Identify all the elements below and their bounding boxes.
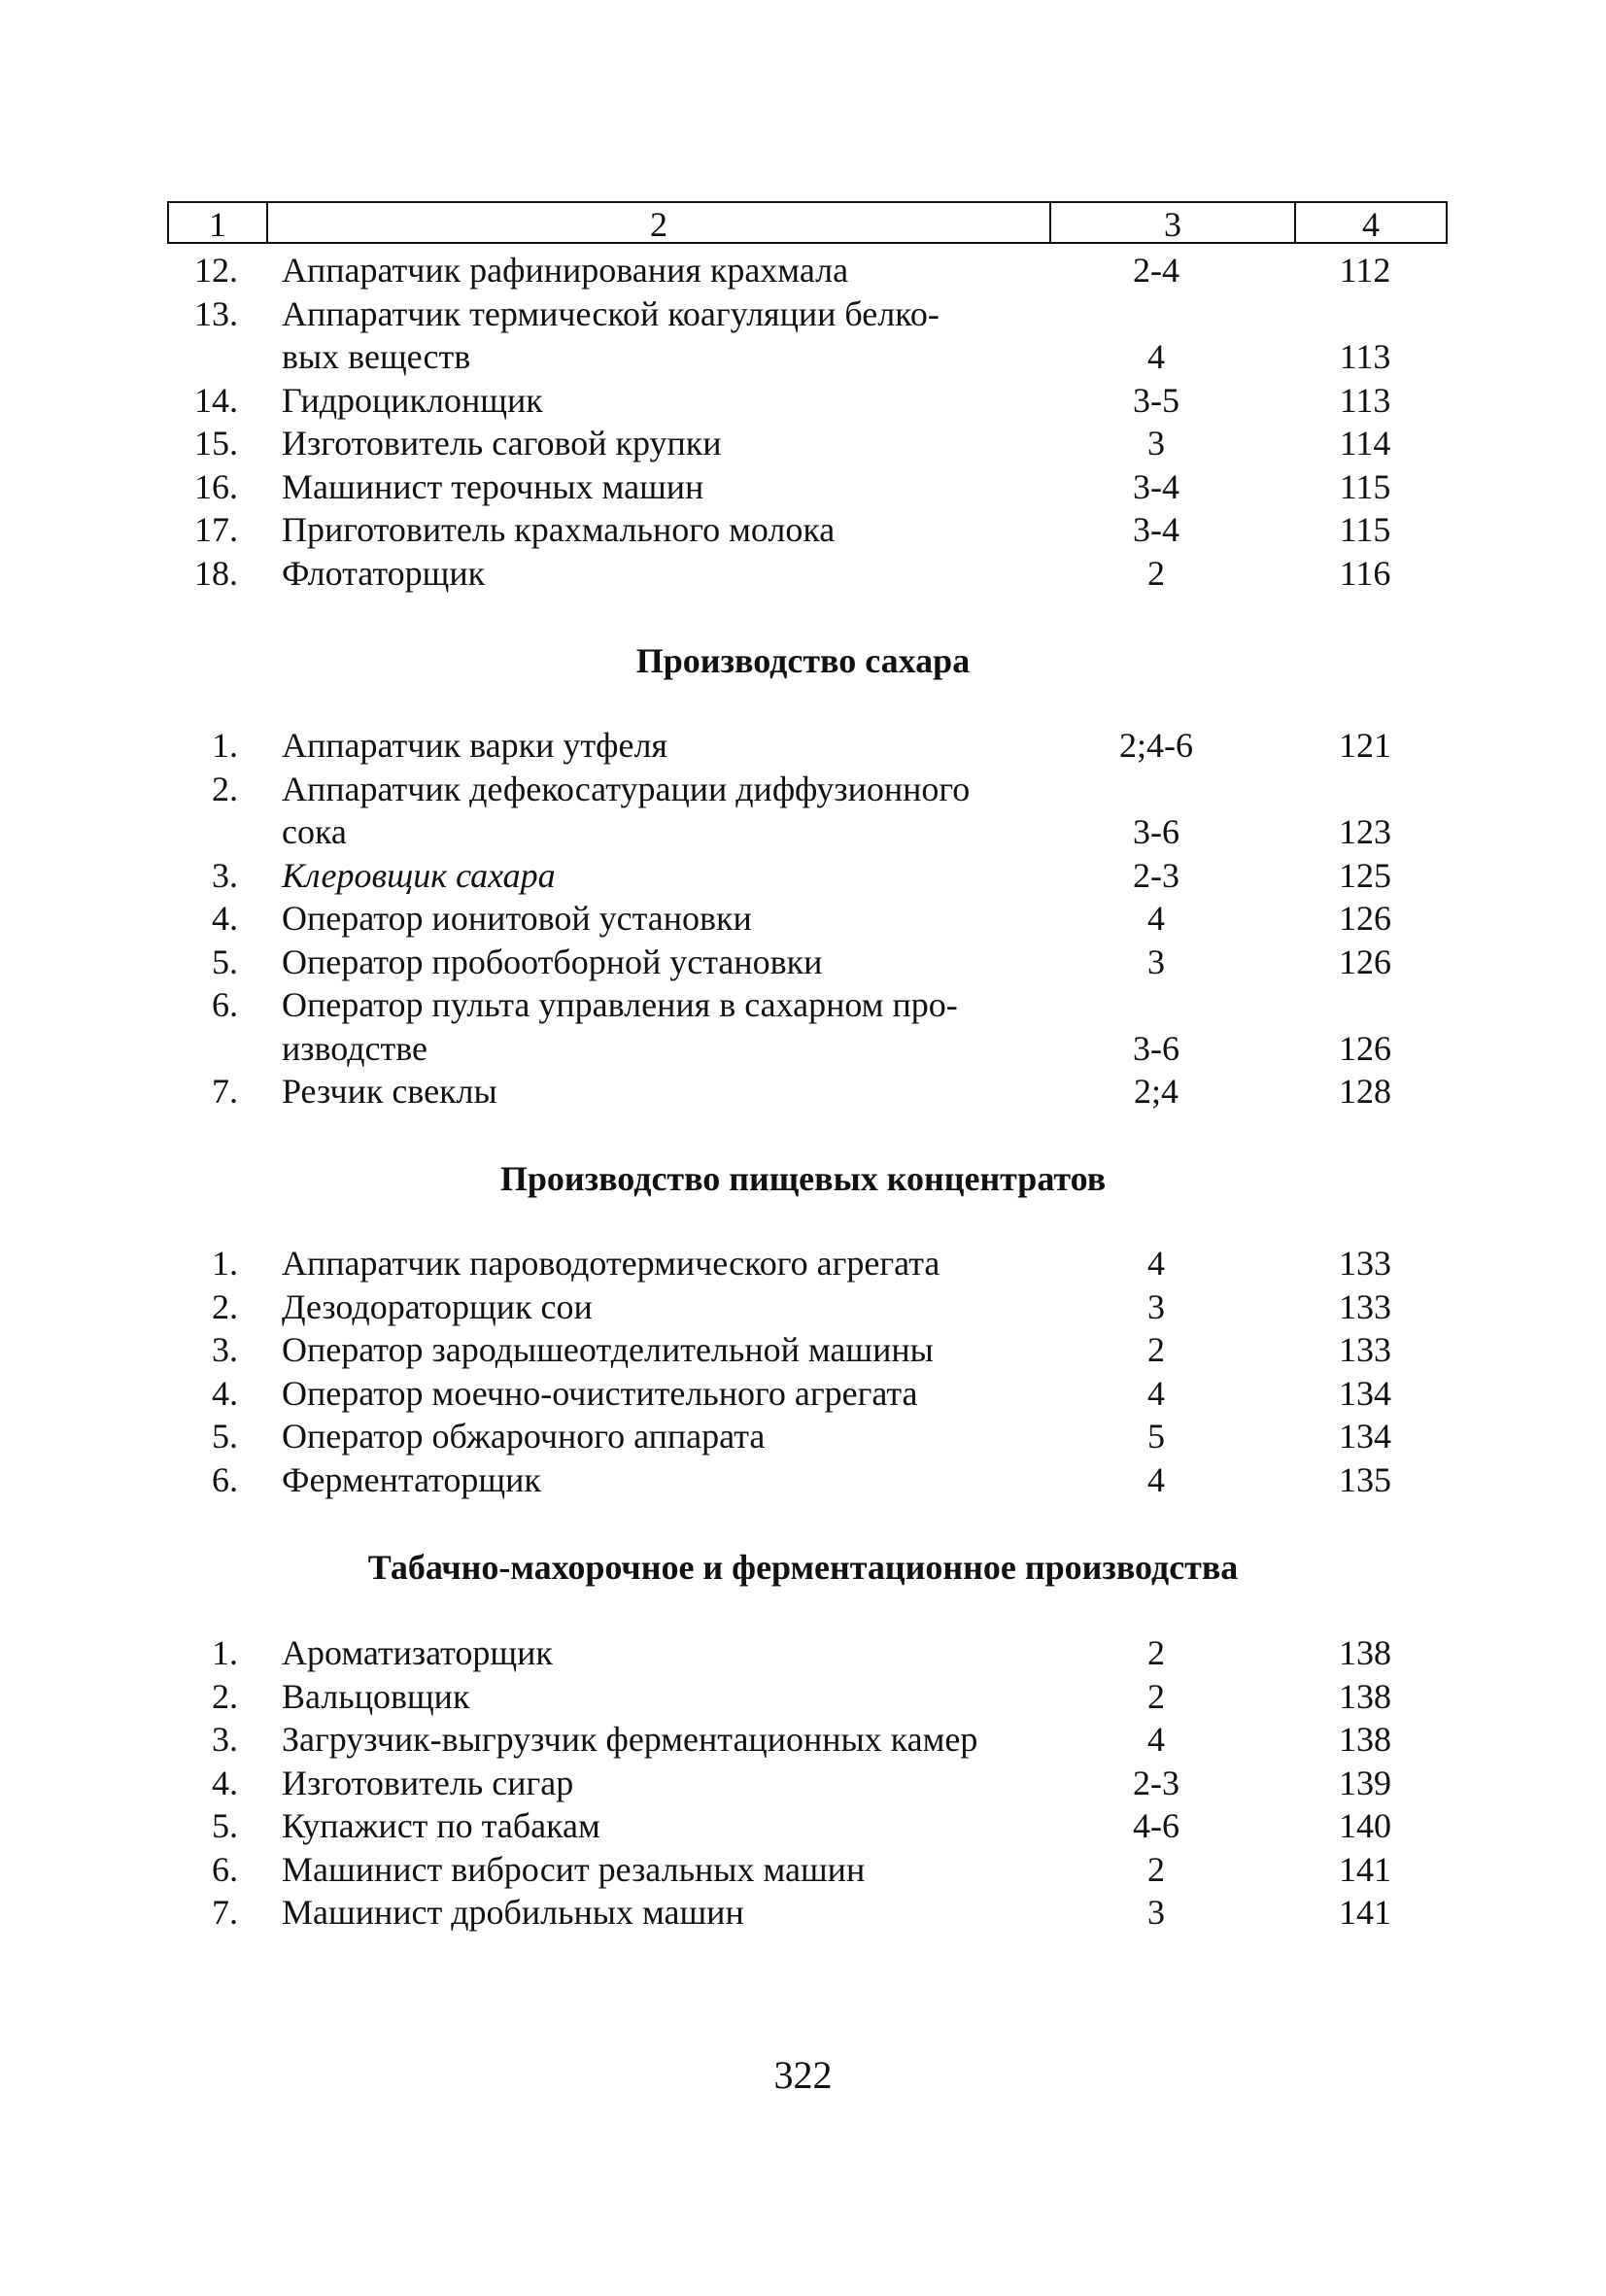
table-row (0, 983, 1606, 1027)
grade-range: 4-6 (1133, 1806, 1179, 1845)
page-reference: 138 (1339, 1676, 1391, 1716)
profession-name: Гидроциклонщик (282, 380, 543, 420)
profession-name: Оператор обжарочного аппарата (282, 1417, 766, 1456)
profession-name: Оператор зародышеотделительной машины (282, 1330, 934, 1369)
page-reference: 141 (1339, 1849, 1391, 1889)
page-reference: 113 (1339, 380, 1391, 420)
grade-range: 4 (1147, 899, 1165, 938)
page-reference: 135 (1339, 1459, 1391, 1499)
row-number: 18. (194, 553, 238, 593)
profession-name: Машинист дробильных машин (282, 1893, 744, 1932)
row-number: 4. (212, 1373, 238, 1413)
table-row (0, 1372, 1606, 1416)
profession-name: Купажист по табакам (282, 1806, 600, 1845)
profession-name: Машинист вибросит резальных машин (282, 1849, 866, 1889)
row-number: 5. (212, 1806, 238, 1845)
page-reference: 126 (1339, 942, 1391, 981)
row-number: 1. (212, 1244, 238, 1283)
grade-range: 3-4 (1133, 510, 1179, 549)
page-reference: 133 (1339, 1286, 1391, 1326)
grade-range: 3 (1147, 1286, 1165, 1326)
page-reference: 133 (1339, 1244, 1391, 1283)
row-number: 2. (212, 1286, 238, 1326)
grade-range: 2 (1147, 1676, 1165, 1716)
grade-range: 5 (1147, 1417, 1165, 1456)
page-reference: 126 (1339, 1028, 1391, 1068)
page-reference: 138 (1339, 1633, 1391, 1672)
profession-name: Изготовитель саговой крупки (282, 424, 722, 463)
row-number: 7. (212, 1072, 238, 1111)
profession-name: Оператор ионитовой установки (282, 899, 752, 938)
grade-range: 2-3 (1133, 1763, 1179, 1802)
section-tobacco-rows (0, 1631, 1606, 1935)
page-reference: 138 (1339, 1720, 1391, 1759)
profession-name: Аппаратчик рафинирования крахмала (282, 251, 849, 290)
page-reference: 114 (1339, 424, 1391, 463)
grade-range: 3 (1147, 424, 1165, 463)
row-number: 6. (212, 1459, 238, 1499)
table-header-row (167, 201, 1448, 248)
section-sugar-rows (0, 724, 1606, 1114)
row-number: 12. (194, 251, 238, 290)
row-number: 16. (194, 466, 238, 506)
table-row (0, 335, 1606, 379)
grade-range: 3-6 (1133, 812, 1179, 851)
grade-range: 3-4 (1133, 466, 1179, 506)
profession-name: Приготовитель крахмального молока (282, 510, 836, 549)
table-row (0, 1631, 1606, 1675)
profession-name: Загрузчик-выгрузчик ферментационных камер (282, 1720, 978, 1759)
grade-range: 2 (1147, 1633, 1165, 1672)
grade-range: 2-4 (1133, 251, 1179, 290)
profession-name: Оператор пробоотборной установки (282, 942, 823, 981)
grade-range: 2 (1147, 553, 1165, 593)
page-reference: 134 (1339, 1373, 1391, 1413)
section-title-tobacco: Табачно-махорочное и ферментационное производства (367, 1548, 1239, 1587)
row-number: 1. (212, 726, 238, 765)
table-row (0, 1242, 1606, 1285)
grade-range: 3 (1147, 942, 1165, 981)
row-number: 5. (212, 942, 238, 981)
profession-name: Аппаратчик пароводотермического агрегата (282, 1244, 940, 1283)
row-number: 13. (194, 293, 238, 333)
grade-range: 2 (1147, 1849, 1165, 1889)
table-row (0, 941, 1606, 984)
profession-name: вых веществ (282, 337, 471, 376)
profession-name: изводстве (282, 1028, 427, 1068)
table-row (0, 1675, 1606, 1719)
profession-name: Оператор моечно-очистительного агрегата (282, 1373, 918, 1413)
row-number: 6. (212, 1849, 238, 1889)
table-row (0, 292, 1606, 336)
table-row (0, 422, 1606, 465)
table-row (0, 508, 1606, 552)
profession-name: Вальцовщик (282, 1676, 470, 1716)
grade-range: 2;4 (1133, 1072, 1179, 1111)
row-number: 2. (212, 1676, 238, 1716)
column-header-3: 3 (1049, 201, 1294, 244)
grade-range: 2;4-6 (1119, 726, 1193, 765)
grade-range: 2 (1147, 1330, 1165, 1369)
table-row (0, 854, 1606, 898)
row-number: 14. (194, 380, 238, 420)
profession-name: Машинист терочных машин (282, 466, 704, 506)
table-row (0, 1718, 1606, 1762)
grade-range: 4 (1147, 1373, 1165, 1413)
profession-name: Резчик свеклы (282, 1072, 497, 1111)
row-number: 3. (212, 1330, 238, 1369)
page-number: 322 (773, 2053, 833, 2097)
table-row (0, 249, 1606, 292)
page-reference: 112 (1339, 251, 1391, 290)
profession-name: Клеровщик сахара (282, 855, 556, 895)
table-row (0, 1328, 1606, 1372)
table-row (0, 1891, 1606, 1935)
column-header-4: 4 (1294, 201, 1448, 244)
page-reference: 125 (1339, 855, 1391, 895)
row-number: 3. (212, 855, 238, 895)
grade-range: 2-3 (1133, 855, 1179, 895)
page-reference: 115 (1339, 466, 1391, 506)
profession-name: Дезодораторщик сои (282, 1286, 593, 1326)
row-number: 15. (194, 424, 238, 463)
table-row (0, 1762, 1606, 1805)
profession-name: Ароматизаторщик (282, 1633, 553, 1672)
profession-name: Оператор пульта управления в сахарном про- (282, 985, 958, 1024)
row-number: 5. (212, 1417, 238, 1456)
row-number: 4. (212, 899, 238, 938)
table-row (0, 1848, 1606, 1892)
page-reference: 115 (1339, 510, 1391, 549)
section-title-sugar: Производство сахара (635, 641, 971, 680)
row-number: 17. (194, 510, 238, 549)
table-row (0, 1415, 1606, 1458)
page-reference: 141 (1339, 1893, 1391, 1932)
table-row (0, 465, 1606, 509)
page-reference: 121 (1339, 726, 1391, 765)
table-row (0, 897, 1606, 941)
page-reference: 133 (1339, 1330, 1391, 1369)
row-number: 1. (212, 1633, 238, 1672)
section-starch-rows (0, 249, 1606, 595)
table-row (0, 1027, 1606, 1071)
profession-name: Изготовитель сигар (282, 1763, 574, 1802)
row-number: 2. (212, 769, 238, 808)
table-row (0, 1458, 1606, 1502)
row-number: 7. (212, 1893, 238, 1932)
page-reference: 113 (1339, 337, 1391, 376)
grade-range: 3-6 (1133, 1028, 1179, 1068)
page-reference: 128 (1339, 1072, 1391, 1111)
profession-name: Аппаратчик дефекосатурации диффузионного (282, 769, 971, 808)
table-row (0, 810, 1606, 854)
profession-name: Аппаратчик термической коагуляции белко- (282, 293, 940, 333)
table-row (0, 724, 1606, 768)
column-header-1: 1 (167, 201, 266, 244)
grade-range: 4 (1147, 1459, 1165, 1499)
section-food-concentrates-rows (0, 1242, 1606, 1501)
profession-name: Флотаторщик (282, 553, 486, 593)
page-reference: 139 (1339, 1763, 1391, 1802)
profession-name: Ферментаторщик (282, 1459, 541, 1499)
page-reference: 116 (1339, 553, 1391, 593)
column-header-2: 2 (266, 201, 1049, 244)
grade-range: 4 (1147, 1720, 1165, 1759)
profession-name: сока (282, 812, 347, 851)
page-reference: 126 (1339, 899, 1391, 938)
grade-range: 3-5 (1133, 380, 1179, 420)
grade-range: 4 (1147, 337, 1165, 376)
table-row (0, 1285, 1606, 1329)
grade-range: 4 (1147, 1244, 1165, 1283)
table-row (0, 1804, 1606, 1848)
page-reference: 123 (1339, 812, 1391, 851)
table-row (0, 1070, 1606, 1114)
profession-name: Аппаратчик варки утфеля (282, 726, 667, 765)
table-row (0, 552, 1606, 596)
page-reference: 134 (1339, 1417, 1391, 1456)
grade-range: 3 (1147, 1893, 1165, 1932)
page-reference: 140 (1339, 1806, 1391, 1845)
table-row (0, 768, 1606, 811)
section-title-food-concentrates: Производство пищевых концентратов (499, 1159, 1107, 1198)
row-number: 4. (212, 1763, 238, 1802)
row-number: 6. (212, 985, 238, 1024)
row-number: 3. (212, 1720, 238, 1759)
table-row (0, 379, 1606, 423)
